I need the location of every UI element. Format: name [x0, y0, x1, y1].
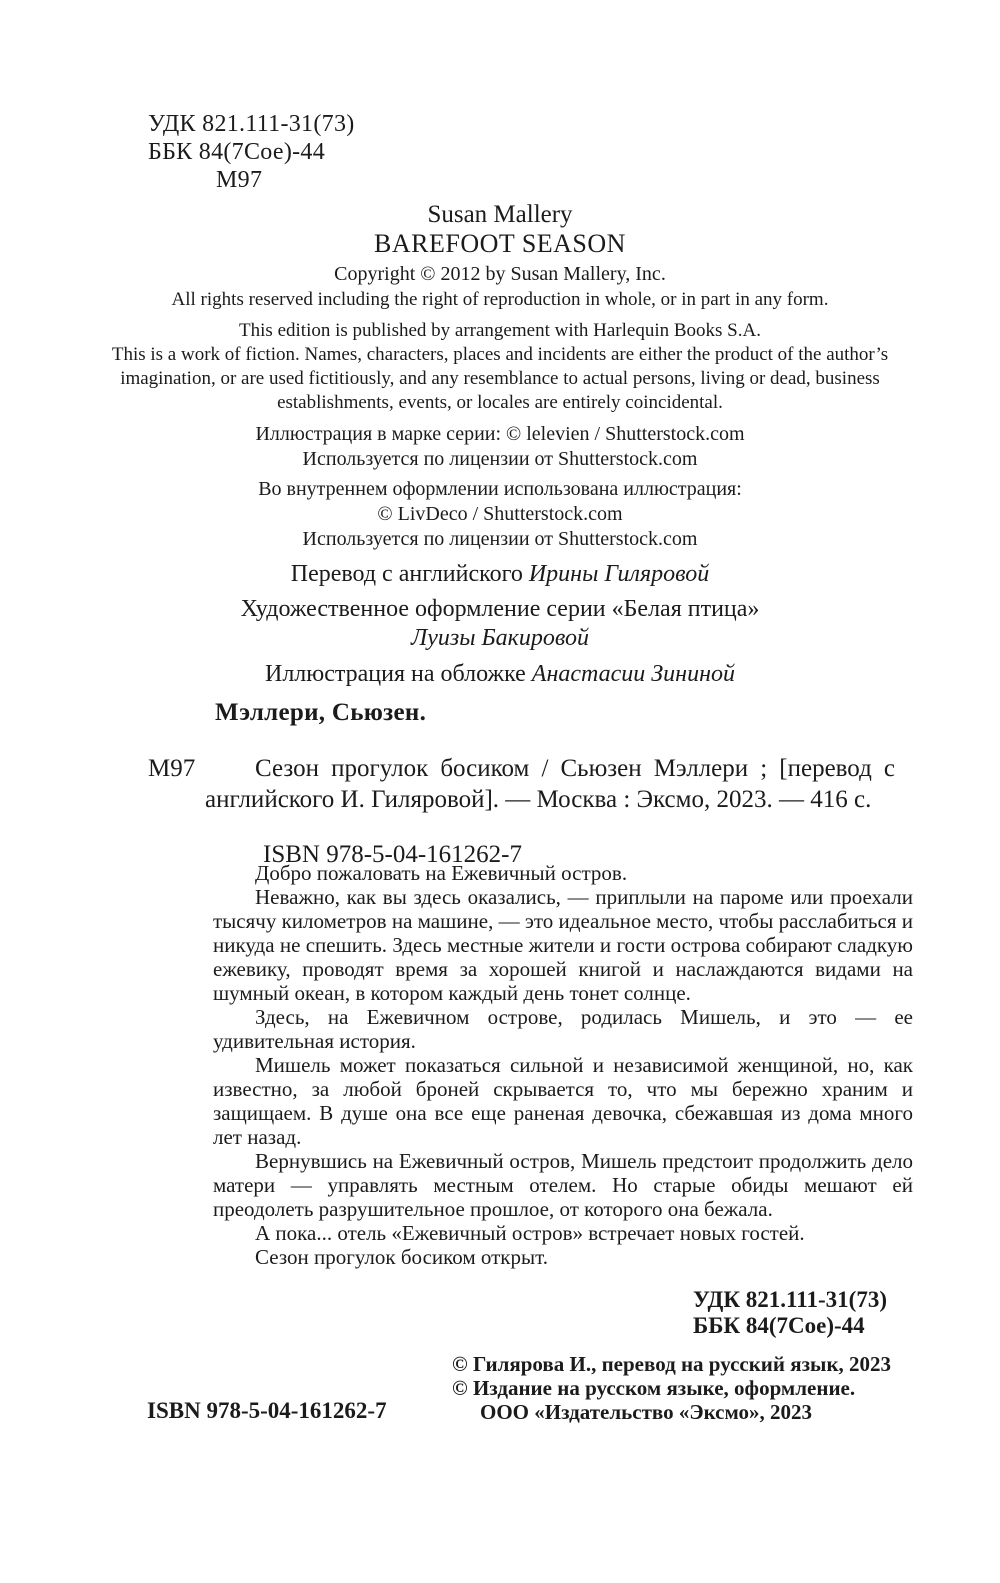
copyright-notice: Copyright © 2012 by Susan Mallery, Inc.	[334, 263, 666, 285]
translation-credit	[0, 560, 1000, 589]
annotation-block	[213, 861, 913, 1269]
udk-code-bottom: УДК 821.111-31(73)	[693, 1287, 887, 1312]
annotation-paragraph: Вернувшись на Ежевичный остров, Мишель предстоит продолжить дело матери — управлять местным отелем. Но старые обиды мешают ей преодолеть разрушительное прошлое, от которого она бежала.	[213, 1149, 913, 1221]
annotation-paragraph: Сезон прогулок босиком открыт.	[255, 1245, 548, 1269]
translation-credit-prefix: Перевод с английского	[290, 561, 529, 587]
publisher-copyright-block	[452, 1352, 891, 1424]
translator-name: Ирины Гиляровой	[528, 561, 710, 587]
bbk-code-bottom: ББК 84(7Сое)-44	[693, 1313, 865, 1338]
author-sign-code: М97	[216, 167, 263, 193]
series-mark-illustration-credit: Иллюстрация в марке серии: © lelevien / Shutterstock.com	[255, 423, 745, 445]
catalog-author-heading: Мэллери, Сьюзен.	[215, 699, 427, 726]
catalog-entry-text: Сезон прогулок босиком / Сьюзен Мэллери ; [перевод с английского И. Гиляровой]. — Москва : Эксмо, 2023. — 416 с.	[205, 755, 895, 813]
edition-arrangement-notice: This edition is published by arrangement with Harlequin Books S.A.	[239, 320, 761, 341]
cataloguing-codes-bottom	[693, 1287, 887, 1339]
series-design-credit: Художественное оформление серии «Белая птица»	[240, 596, 760, 622]
cover-artist-name: Анастасии Зининой	[531, 661, 735, 687]
publisher-name-line: ООО «Издательство «Эксмо», 2023	[480, 1400, 813, 1424]
annotation-paragraph: Неважно, как вы здесь оказались, — приплыли на пароме или проехали тысячу километров на машине, — это идеальное место, чтобы расслабиться и никуда не спешить. Здесь местные жители и гости острова собирают сладкую ежевику, проводят время за хорошей книгой и наслаждаются видами на шумный океан, в котором каждый день тонет солнце.	[213, 885, 913, 1005]
series-mark-license: Используется по лицензии от Shutterstock.com	[302, 448, 698, 470]
translator-copyright-line: © Гилярова И., перевод на русский язык, 2023	[452, 1352, 892, 1376]
cover-illustration-credit	[0, 660, 1000, 689]
catalog-entry-block	[0, 698, 1000, 870]
isbn-catalog: ISBN 978-5-04-161262-7	[263, 841, 523, 868]
isbn-footer: ISBN 978-5-04-161262-7	[147, 1398, 387, 1423]
centered-imprint-column	[0, 201, 1000, 689]
cover-credit-prefix: Иллюстрация на обложке	[264, 661, 532, 687]
catalog-entry	[148, 753, 895, 815]
interior-illustration-author: © LivDeco / Shutterstock.com	[377, 503, 623, 525]
annotation-paragraph: Мишель может показаться сильной и независимой женщиной, но, как известно, за любой броней скрывается то, что мы бережно храним и защищаем. В душе она все еще раненая девочка, сбежавшая из дома много лет назад.	[213, 1053, 913, 1149]
rights-reserved-notice: All rights reserved including the right of reproduction in whole, or in part in any form.	[171, 289, 829, 310]
interior-illustration-credit: Во внутреннем оформлении использована иллюстрация:	[258, 478, 742, 500]
annotation-paragraph: Здесь, на Ежевичном острове, родилась Мишель, и это — ее удивительная история.	[213, 1005, 913, 1053]
designer-name: Луизы Бакировой	[410, 625, 589, 651]
fiction-disclaimer: This is a work of fiction. Names, characters, places and incidents are either the product of the author’s imagination, or are used fictitiously, and any resemblance to actual persons, living or dead, business establishments, events, or locales are entirely coincidental.	[111, 344, 889, 413]
original-author: Susan Mallery	[427, 201, 573, 228]
publisher-copyright-line: © Издание на русском языке, оформление.	[452, 1376, 856, 1400]
annotation-paragraph: Добро пожаловать на Ежевичный остров.	[255, 861, 628, 885]
bbk-code: ББК 84(7Сое)-44	[148, 139, 325, 165]
cataloguing-codes-top	[148, 110, 355, 194]
original-title: BAREFOOT SEASON	[374, 229, 626, 258]
interior-illustration-license: Используется по лицензии от Shutterstock.com	[302, 528, 698, 550]
udk-code: УДК 821.111-31(73)	[148, 111, 355, 137]
annotation-paragraph: А пока... отель «Ежевичный остров» встречает новых гостей.	[255, 1221, 805, 1245]
catalog-author-sign: М97	[148, 755, 196, 782]
